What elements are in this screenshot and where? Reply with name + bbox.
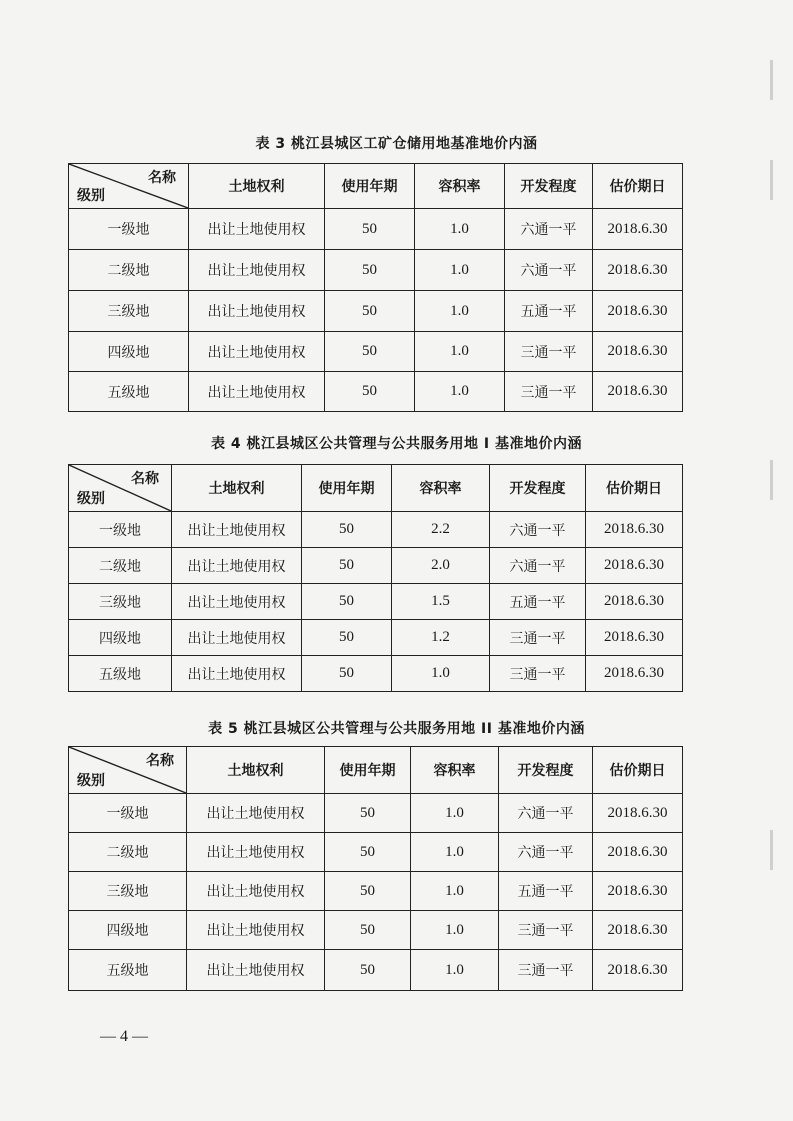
scan-mark (770, 460, 773, 500)
header-dev-level: 开发程度 (505, 164, 593, 209)
corner-name-label: 名称 (146, 753, 174, 769)
table-row (69, 656, 683, 692)
level-cell: 二级地 (69, 833, 187, 872)
table-4 (68, 464, 683, 692)
far-cell: 1.0 (411, 911, 499, 950)
level-cell: 四级地 (69, 620, 172, 656)
years-cell: 50 (325, 250, 415, 291)
land-right-cell: 出让土地使用权 (189, 291, 325, 332)
scan-mark (770, 60, 773, 100)
table-row (69, 620, 683, 656)
dev-cell: 六通一平 (499, 794, 593, 833)
header-valuation-date: 估价期日 (593, 747, 683, 794)
dev-cell: 三通一平 (490, 620, 586, 656)
far-cell: 1.0 (415, 332, 505, 372)
far-cell: 1.0 (415, 209, 505, 250)
header-far: 容积率 (411, 747, 499, 794)
dev-cell: 五通一平 (490, 584, 586, 620)
date-cell: 2018.6.30 (593, 209, 683, 250)
dev-cell: 三通一平 (505, 372, 593, 412)
date-cell: 2018.6.30 (593, 872, 683, 911)
date-cell: 2018.6.30 (586, 548, 683, 584)
table-header-row (69, 164, 683, 209)
level-cell: 五级地 (69, 372, 189, 412)
table-row (69, 291, 683, 332)
level-cell: 三级地 (69, 291, 189, 332)
land-right-cell: 出让土地使用权 (189, 209, 325, 250)
table-row (69, 794, 683, 833)
far-cell: 1.0 (392, 656, 490, 692)
years-cell: 50 (325, 794, 411, 833)
far-cell: 1.0 (411, 833, 499, 872)
far-cell: 1.0 (411, 950, 499, 991)
far-cell: 1.0 (415, 291, 505, 332)
date-cell: 2018.6.30 (593, 950, 683, 991)
header-land-right: 土地权利 (172, 465, 302, 512)
table-row (69, 833, 683, 872)
dev-cell: 三通一平 (499, 911, 593, 950)
level-cell: 四级地 (69, 911, 187, 950)
header-corner-cell (69, 164, 189, 209)
far-cell: 1.0 (411, 872, 499, 911)
table-4-caption: 表 4 桃江县城区公共管理与公共服务用地 I 基准地价内涵 (211, 436, 582, 452)
table-row (69, 512, 683, 548)
header-land-right: 土地权利 (189, 164, 325, 209)
level-cell: 二级地 (69, 548, 172, 584)
land-right-cell: 出让土地使用权 (189, 372, 325, 412)
page-number: — 4 — (100, 1028, 148, 1045)
corner-name-label: 名称 (148, 170, 176, 186)
dev-cell: 三通一平 (505, 332, 593, 372)
scan-mark (770, 160, 773, 200)
header-corner-cell (69, 747, 187, 794)
table-header-row (69, 747, 683, 794)
dev-cell: 三通一平 (499, 950, 593, 991)
far-cell: 1.0 (411, 794, 499, 833)
header-valuation-date: 估价期日 (593, 164, 683, 209)
level-cell: 三级地 (69, 584, 172, 620)
header-far: 容积率 (392, 465, 490, 512)
land-right-cell: 出让土地使用权 (189, 250, 325, 291)
header-dev-level: 开发程度 (499, 747, 593, 794)
table-5-caption: 表 5 桃江县城区公共管理与公共服务用地 II 基准地价内涵 (208, 721, 585, 737)
corner-level-label: 级别 (77, 188, 105, 204)
header-far: 容积率 (415, 164, 505, 209)
far-cell: 1.2 (392, 620, 490, 656)
level-cell: 二级地 (69, 250, 189, 291)
dev-cell: 五通一平 (499, 872, 593, 911)
years-cell: 50 (325, 950, 411, 991)
years-cell: 50 (325, 291, 415, 332)
table-row (69, 548, 683, 584)
date-cell: 2018.6.30 (593, 794, 683, 833)
corner-level-label: 级别 (77, 773, 105, 789)
level-cell: 四级地 (69, 332, 189, 372)
level-cell: 一级地 (69, 512, 172, 548)
date-cell: 2018.6.30 (593, 372, 683, 412)
dev-cell: 六通一平 (490, 512, 586, 548)
table-5 (68, 746, 683, 991)
header-land-right: 土地权利 (187, 747, 325, 794)
years-cell: 50 (325, 833, 411, 872)
far-cell: 1.0 (415, 250, 505, 291)
date-cell: 2018.6.30 (586, 584, 683, 620)
years-cell: 50 (325, 911, 411, 950)
land-right-cell: 出让土地使用权 (189, 332, 325, 372)
date-cell: 2018.6.30 (593, 250, 683, 291)
table-3-caption: 表 3 桃江县城区工矿仓储用地基准地价内涵 (255, 136, 538, 152)
date-cell: 2018.6.30 (586, 620, 683, 656)
corner-name-label: 名称 (131, 471, 159, 487)
level-cell: 五级地 (69, 950, 187, 991)
far-cell: 2.0 (392, 548, 490, 584)
table-row (69, 950, 683, 991)
far-cell: 1.0 (415, 372, 505, 412)
table-row (69, 372, 683, 412)
level-cell: 一级地 (69, 794, 187, 833)
header-use-years: 使用年期 (325, 164, 415, 209)
land-right-cell: 出让土地使用权 (187, 950, 325, 991)
far-cell: 1.5 (392, 584, 490, 620)
years-cell: 50 (302, 620, 392, 656)
table-row (69, 584, 683, 620)
years-cell: 50 (325, 209, 415, 250)
years-cell: 50 (302, 512, 392, 548)
dev-cell: 六通一平 (505, 209, 593, 250)
dev-cell: 五通一平 (505, 291, 593, 332)
date-cell: 2018.6.30 (593, 291, 683, 332)
table-header-row (69, 465, 683, 512)
level-cell: 三级地 (69, 872, 187, 911)
land-right-cell: 出让土地使用权 (172, 584, 302, 620)
years-cell: 50 (325, 372, 415, 412)
land-right-cell: 出让土地使用权 (187, 911, 325, 950)
land-right-cell: 出让土地使用权 (187, 872, 325, 911)
level-cell: 五级地 (69, 656, 172, 692)
scan-mark (770, 830, 773, 870)
dev-cell: 三通一平 (490, 656, 586, 692)
header-corner-cell (69, 465, 172, 512)
land-right-cell: 出让土地使用权 (172, 548, 302, 584)
years-cell: 50 (302, 584, 392, 620)
dev-cell: 六通一平 (499, 833, 593, 872)
date-cell: 2018.6.30 (593, 332, 683, 372)
date-cell: 2018.6.30 (593, 911, 683, 950)
land-right-cell: 出让土地使用权 (187, 794, 325, 833)
level-cell: 一级地 (69, 209, 189, 250)
header-use-years: 使用年期 (302, 465, 392, 512)
land-right-cell: 出让土地使用权 (172, 512, 302, 548)
header-valuation-date: 估价期日 (586, 465, 683, 512)
years-cell: 50 (302, 656, 392, 692)
dev-cell: 六通一平 (505, 250, 593, 291)
years-cell: 50 (325, 872, 411, 911)
years-cell: 50 (325, 332, 415, 372)
date-cell: 2018.6.30 (586, 512, 683, 548)
far-cell: 2.2 (392, 512, 490, 548)
header-use-years: 使用年期 (325, 747, 411, 794)
table-row (69, 209, 683, 250)
date-cell: 2018.6.30 (586, 656, 683, 692)
date-cell: 2018.6.30 (593, 833, 683, 872)
table-row (69, 872, 683, 911)
table-row (69, 332, 683, 372)
table-3 (68, 163, 683, 412)
corner-level-label: 级别 (77, 491, 105, 507)
land-right-cell: 出让土地使用权 (187, 833, 325, 872)
header-dev-level: 开发程度 (490, 465, 586, 512)
years-cell: 50 (302, 548, 392, 584)
table-row (69, 250, 683, 291)
table-row (69, 911, 683, 950)
dev-cell: 六通一平 (490, 548, 586, 584)
land-right-cell: 出让土地使用权 (172, 656, 302, 692)
land-right-cell: 出让土地使用权 (172, 620, 302, 656)
